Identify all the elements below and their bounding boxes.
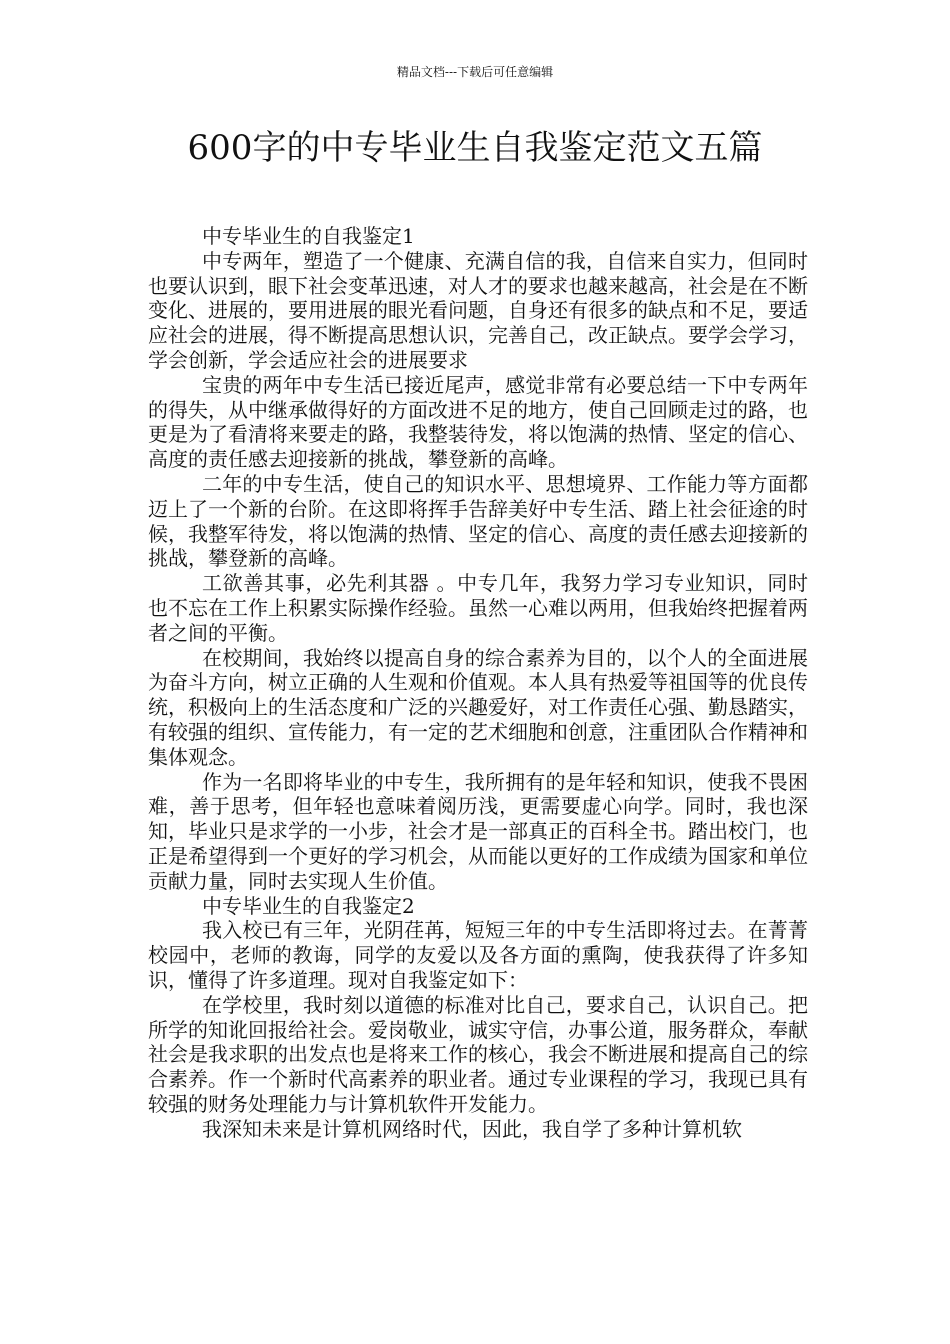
page-header-note: 精品文档---下载后可任意编辑 [396,65,554,79]
body-paragraph: 中专两年，塑造了一个健康、充满自信的我，自信来自实力，但同时也要认识到，眼下社会变革迅速，对人才的要求也越来越高，社会是在不断变化、进展的，要用进展的眼光看问题，自身还有很多的缺点和不足，要适应社会的进展，得不断提高思想认识，完善自己，改正缺点。要学会学习，学会创新，学会适应社会的进展要求 [148,248,808,372]
body-paragraph: 宝贵的两年中专生活已接近尾声，感觉非常有必要总结一下中专两年的得失，从中继承做得好的方面改进不足的地方，使自己回顾走过的路，也更是为了看清将来要走的路，我整装待发，将以饱满的热情、坚定的信心、高度的责任感去迎接新的挑战，攀登新的高峰。 [148,372,808,472]
body-paragraph: 作为一名即将毕业的中专生，我所拥有的是年轻和知识，使我不畏困难，善于思考，但年轻也意味着阅历浅，更需要虚心向学。同时，我也深知，毕业只是求学的一小步，社会才是一部真正的百科全书。踏出校门，也正是希望得到一个更好的学习机会，从而能以更好的工作成绩为国家和单位贡献力量，同时去实现人生价值。 [148,769,808,893]
document-title: 600字的中专毕业生自我鉴定范文五篇 [187,128,763,168]
body-paragraph: 在学校里，我时刻以道德的标准对比自己，要求自己，认识自己。把所学的知讹回报给社会。爱岗敬业，诚实守信，办事公道，服务群众，奉献社会是我求职的出发点也是将来工作的核心，我会不断进展和提高自己的综合素养。作一个新时代高素养的职业者。通过专业课程的学习，我现已具有较强的财务处理能力与计算机软件开发能力。 [148,992,808,1116]
body-paragraph: 在校期间，我始终以提高自身的综合素养为目的，以个人的全面进展为奋斗方向，树立正确的人生观和价值观。本人具有热爱等祖国等的优良传统，积极向上的生活态度和广泛的兴趣爱好，对工作责任心强、勤恳踏实，有较强的组织、宣传能力，有一定的艺术细胞和创意，注重团队合作精神和集体观念。 [148,645,808,769]
body-paragraph: 工欲善其事，必先利其器 。中专几年，我努力学习专业知识，同时也不忘在工作上积累实际操作经验。虽然一心难以两用，但我始终把握着两者之间的平衡。 [148,571,808,645]
body-paragraph: 我入校已有三年，光阴荏苒，短短三年的中专生活即将过去。在菁菁校园中，老师的教诲，同学的友爱以及各方面的熏陶，使我获得了许多知识，懂得了许多道理。现对自我鉴定如下： [148,918,808,992]
section-heading-2: 中专毕业生的自我鉴定2 [202,893,415,918]
document-body [148,224,808,1141]
body-paragraph: 二年的中专生活，使自己的知识水平、思想境界、工作能力等方面都迈上了一个新的台阶。在这即将挥手告辞美好中专生活、踏上社会征途的时候，我整军待发，将以饱满的热情、坚定的信心、高度的责任感去迎接新的挑战，攀登新的高峰。 [148,471,808,571]
section-heading-1: 中专毕业生的自我鉴定1 [202,224,415,248]
body-paragraph: 我深知未来是计算机网络时代，因此，我自学了多种计算机软 [202,1116,742,1141]
